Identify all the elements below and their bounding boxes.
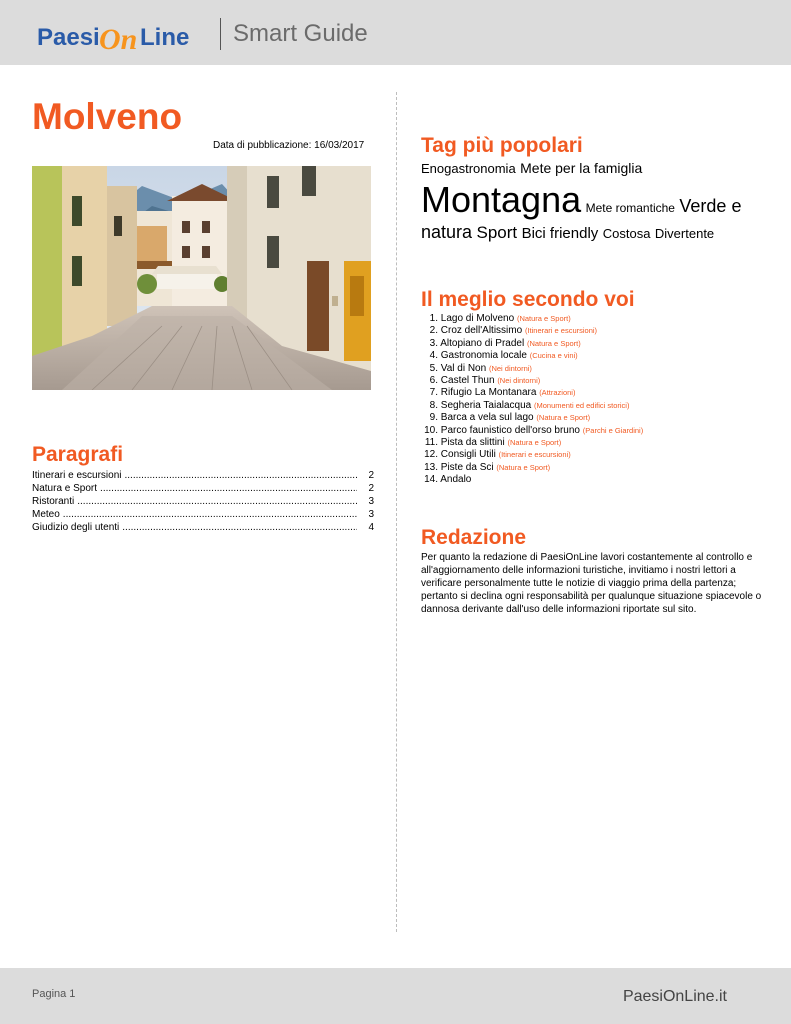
list-item-name: Altopiano di Pradel [440,337,525,349]
list-item[interactable] [421,313,766,325]
redazione-heading: Redazione [421,526,527,549]
list-item-name: Rifugio La Montanara [440,387,537,399]
list-item-name: Gastronomia locale [440,350,527,362]
list-item-category: (Natura e Sport) [516,314,571,323]
list-item-name: Parco faunistico dell'orso bruno [440,424,580,436]
molveno-street-photo [32,166,371,390]
toc-entry-label: Itinerari e escursioni [32,470,122,481]
list-item-category: (Natura e Sport) [526,338,581,348]
svg-text:Line: Line [140,24,190,51]
tag-link[interactable]: Bici friendly [521,225,599,243]
toc-entry-label: Natura e Sport [32,483,98,494]
best-list [421,313,766,486]
list-item[interactable] [421,375,766,387]
list-item-number: 3. [429,337,438,349]
list-item-category: (Itinerari e escursioni) [524,326,598,336]
toc-entry-page: 3 [368,509,374,520]
list-item-number: 8. [429,399,438,411]
list-item[interactable] [421,325,766,337]
toc-entry-label: Ristoranti [32,496,75,507]
list-item[interactable] [421,350,766,362]
toc-entry[interactable] [32,483,374,496]
page-footer [0,968,791,1024]
redazione-text: Per quanto la redazione di PaesiOnLine lavori costantemente al controllo e all'aggiornamento delle informazioni turistiche, invitiamo i nostri lettori a verificare personalmente tutte le notizie di viaggio prima della partenza; pertanto si declina ogni responsabilità per qualunque situazione spiacevole o dannosa derivante dall'uso delle informazioni riportate sul sito. [421,552,762,615]
paragrafi-toc [32,470,374,535]
list-item[interactable] [421,437,766,449]
list-item-name: Segheria Taialacqua [440,399,532,411]
list-item[interactable] [421,400,766,412]
toc-entry-page: 2 [368,483,374,494]
header-title: Smart Guide [233,20,368,47]
toc-leader-dots [124,470,357,481]
toc-entry[interactable] [32,470,374,483]
toc-entry[interactable] [32,496,374,509]
tag-link[interactable]: Costosa [602,226,651,242]
tag-link[interactable]: Montagna [421,179,582,221]
page-number: Pagina 1 [32,988,76,1000]
list-item[interactable] [421,425,766,437]
list-item-name: Andalo [440,474,472,486]
tag-link[interactable]: Mete romantiche [585,201,675,216]
list-item-name: Piste da Sci [440,461,494,473]
list-item-category: (Nei dintorni) [488,363,532,373]
list-item[interactable] [421,338,766,350]
list-item-category: (Itinerari e escursioni) [498,450,571,460]
list-item-number: 10. [424,424,438,436]
list-item-category: (Natura e Sport) [496,462,551,472]
paesionline-logo[interactable] [36,16,201,58]
toc-leader-dots [122,522,357,533]
list-item[interactable] [421,462,766,474]
list-item-name: Croz dell'Altissimo [440,325,523,337]
list-item-name: Consigli Utili [440,449,496,461]
tag-link[interactable]: Sport [476,223,518,243]
page-title: Molveno [32,96,183,137]
list-item-category: (Natura e Sport) [536,413,591,423]
list-item-category: (Nei dintorni) [497,375,541,385]
toc-leader-dots [100,483,357,494]
list-item-category: (Parchi e Giardini) [582,425,644,435]
list-item-number: 4. [429,350,438,362]
list-item[interactable] [421,363,766,375]
list-item-category: (Natura e Sport) [507,437,562,447]
svg-text:On: On [99,23,138,56]
list-item-number: 7. [429,387,438,399]
list-item-number: 14. [424,474,438,486]
tags-heading: Tag più popolari [421,134,583,157]
list-item-number: 13. [424,461,438,473]
list-item[interactable] [421,449,766,461]
header-divider [220,18,221,50]
list-item-number: 9. [429,412,438,424]
list-item-number: 2. [429,325,438,337]
tag-link[interactable]: Mete per la famiglia [520,160,643,176]
publication-date: Data di pubblicazione: 16/03/2017 [213,140,365,151]
toc-entry-page: 4 [368,522,374,533]
list-item-category: (Attrazioni) [539,388,576,398]
toc-entry[interactable] [32,509,374,522]
toc-entry-label: Giudizio degli utenti [32,522,120,533]
toc-leader-dots [77,496,357,507]
list-item-number: 11. [424,436,438,448]
toc-entry-label: Meteo [32,509,60,520]
tag-link[interactable]: Enogastronomia [421,161,516,176]
list-item-number: 1. [429,313,438,324]
column-divider [396,92,397,932]
paragrafi-heading: Paragrafi [32,443,124,466]
list-item[interactable] [421,387,766,399]
svg-text:Paesi: Paesi [37,24,100,51]
list-item-number: 5. [429,362,438,374]
tag-link[interactable]: Divertente [654,226,715,242]
list-item-name: Pista da slittini [440,436,505,448]
tag-cloud [421,160,766,244]
list-item[interactable] [421,412,766,424]
toc-entry-page: 3 [368,496,374,507]
footer-site-link[interactable]: PaesiOnLine.it [622,988,727,1005]
page-header [0,0,791,65]
toc-leader-dots [63,509,357,520]
best-heading: Il meglio secondo voi [421,288,635,311]
list-item-category: (Cucina e vini) [529,351,578,361]
list-item[interactable] [421,474,766,486]
list-item-name: Barca a vela sul lago [440,412,534,424]
list-item-category: (Monumenti ed edifici storici) [534,400,630,410]
list-item-number: 12. [424,449,438,461]
list-item-number: 6. [429,374,438,386]
tag-link[interactable]: Verde e natura [421,196,742,243]
toc-entry-page: 2 [368,470,374,481]
list-item-name: Lago di Molveno [440,313,515,324]
list-item-name: Castel Thun [440,374,495,386]
list-item-name: Val di Non [440,362,487,374]
toc-entry[interactable] [32,522,374,535]
